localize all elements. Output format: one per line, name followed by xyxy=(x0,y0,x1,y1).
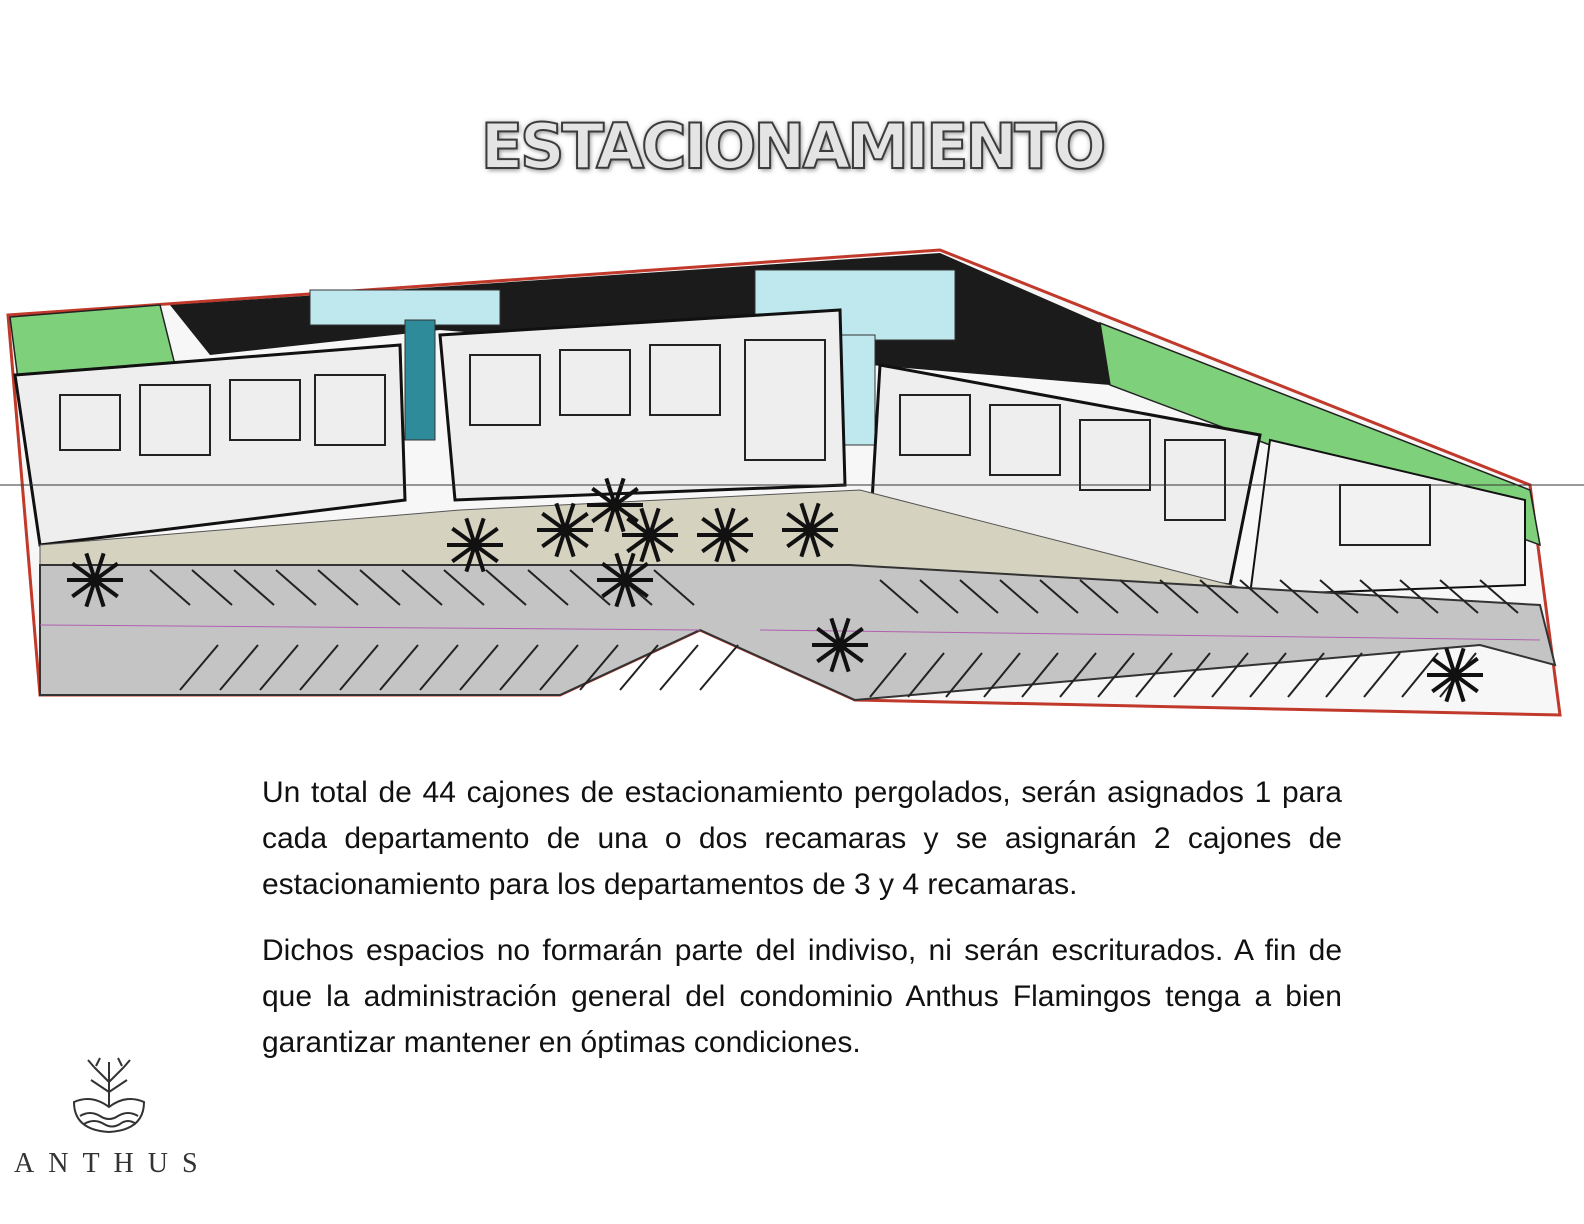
pool-right-channel xyxy=(840,335,875,445)
pool-left-channel xyxy=(405,320,435,440)
parking-stall xyxy=(660,645,698,690)
tree-water-logo-icon xyxy=(66,1052,152,1138)
anthus-logo xyxy=(14,1052,212,1192)
description-text xyxy=(262,770,1342,1086)
paragraph-1: Un total de 44 cajones de estacionamiento pergolados, serán asignados 1 para cada departamento de una o dos recamaras y se asignarán 2 cajones de estacionamiento para los departamentos de 3 y 4 recamaras. xyxy=(262,776,1342,901)
page-title: ESTACIONAMIENTO xyxy=(480,110,1104,183)
site-plan-image xyxy=(0,245,1584,725)
brand-name: ANTHUS xyxy=(14,1148,212,1179)
building-block-2 xyxy=(440,310,845,500)
parking-stall xyxy=(700,645,738,690)
paragraph-2: Dichos espacios no formarán parte del indiviso, ni serán escriturados. A fin de que la administración general del condominio Anthus Flamingos tenga a bien garantizar mantener en óptimas condiciones. xyxy=(262,934,1342,1059)
